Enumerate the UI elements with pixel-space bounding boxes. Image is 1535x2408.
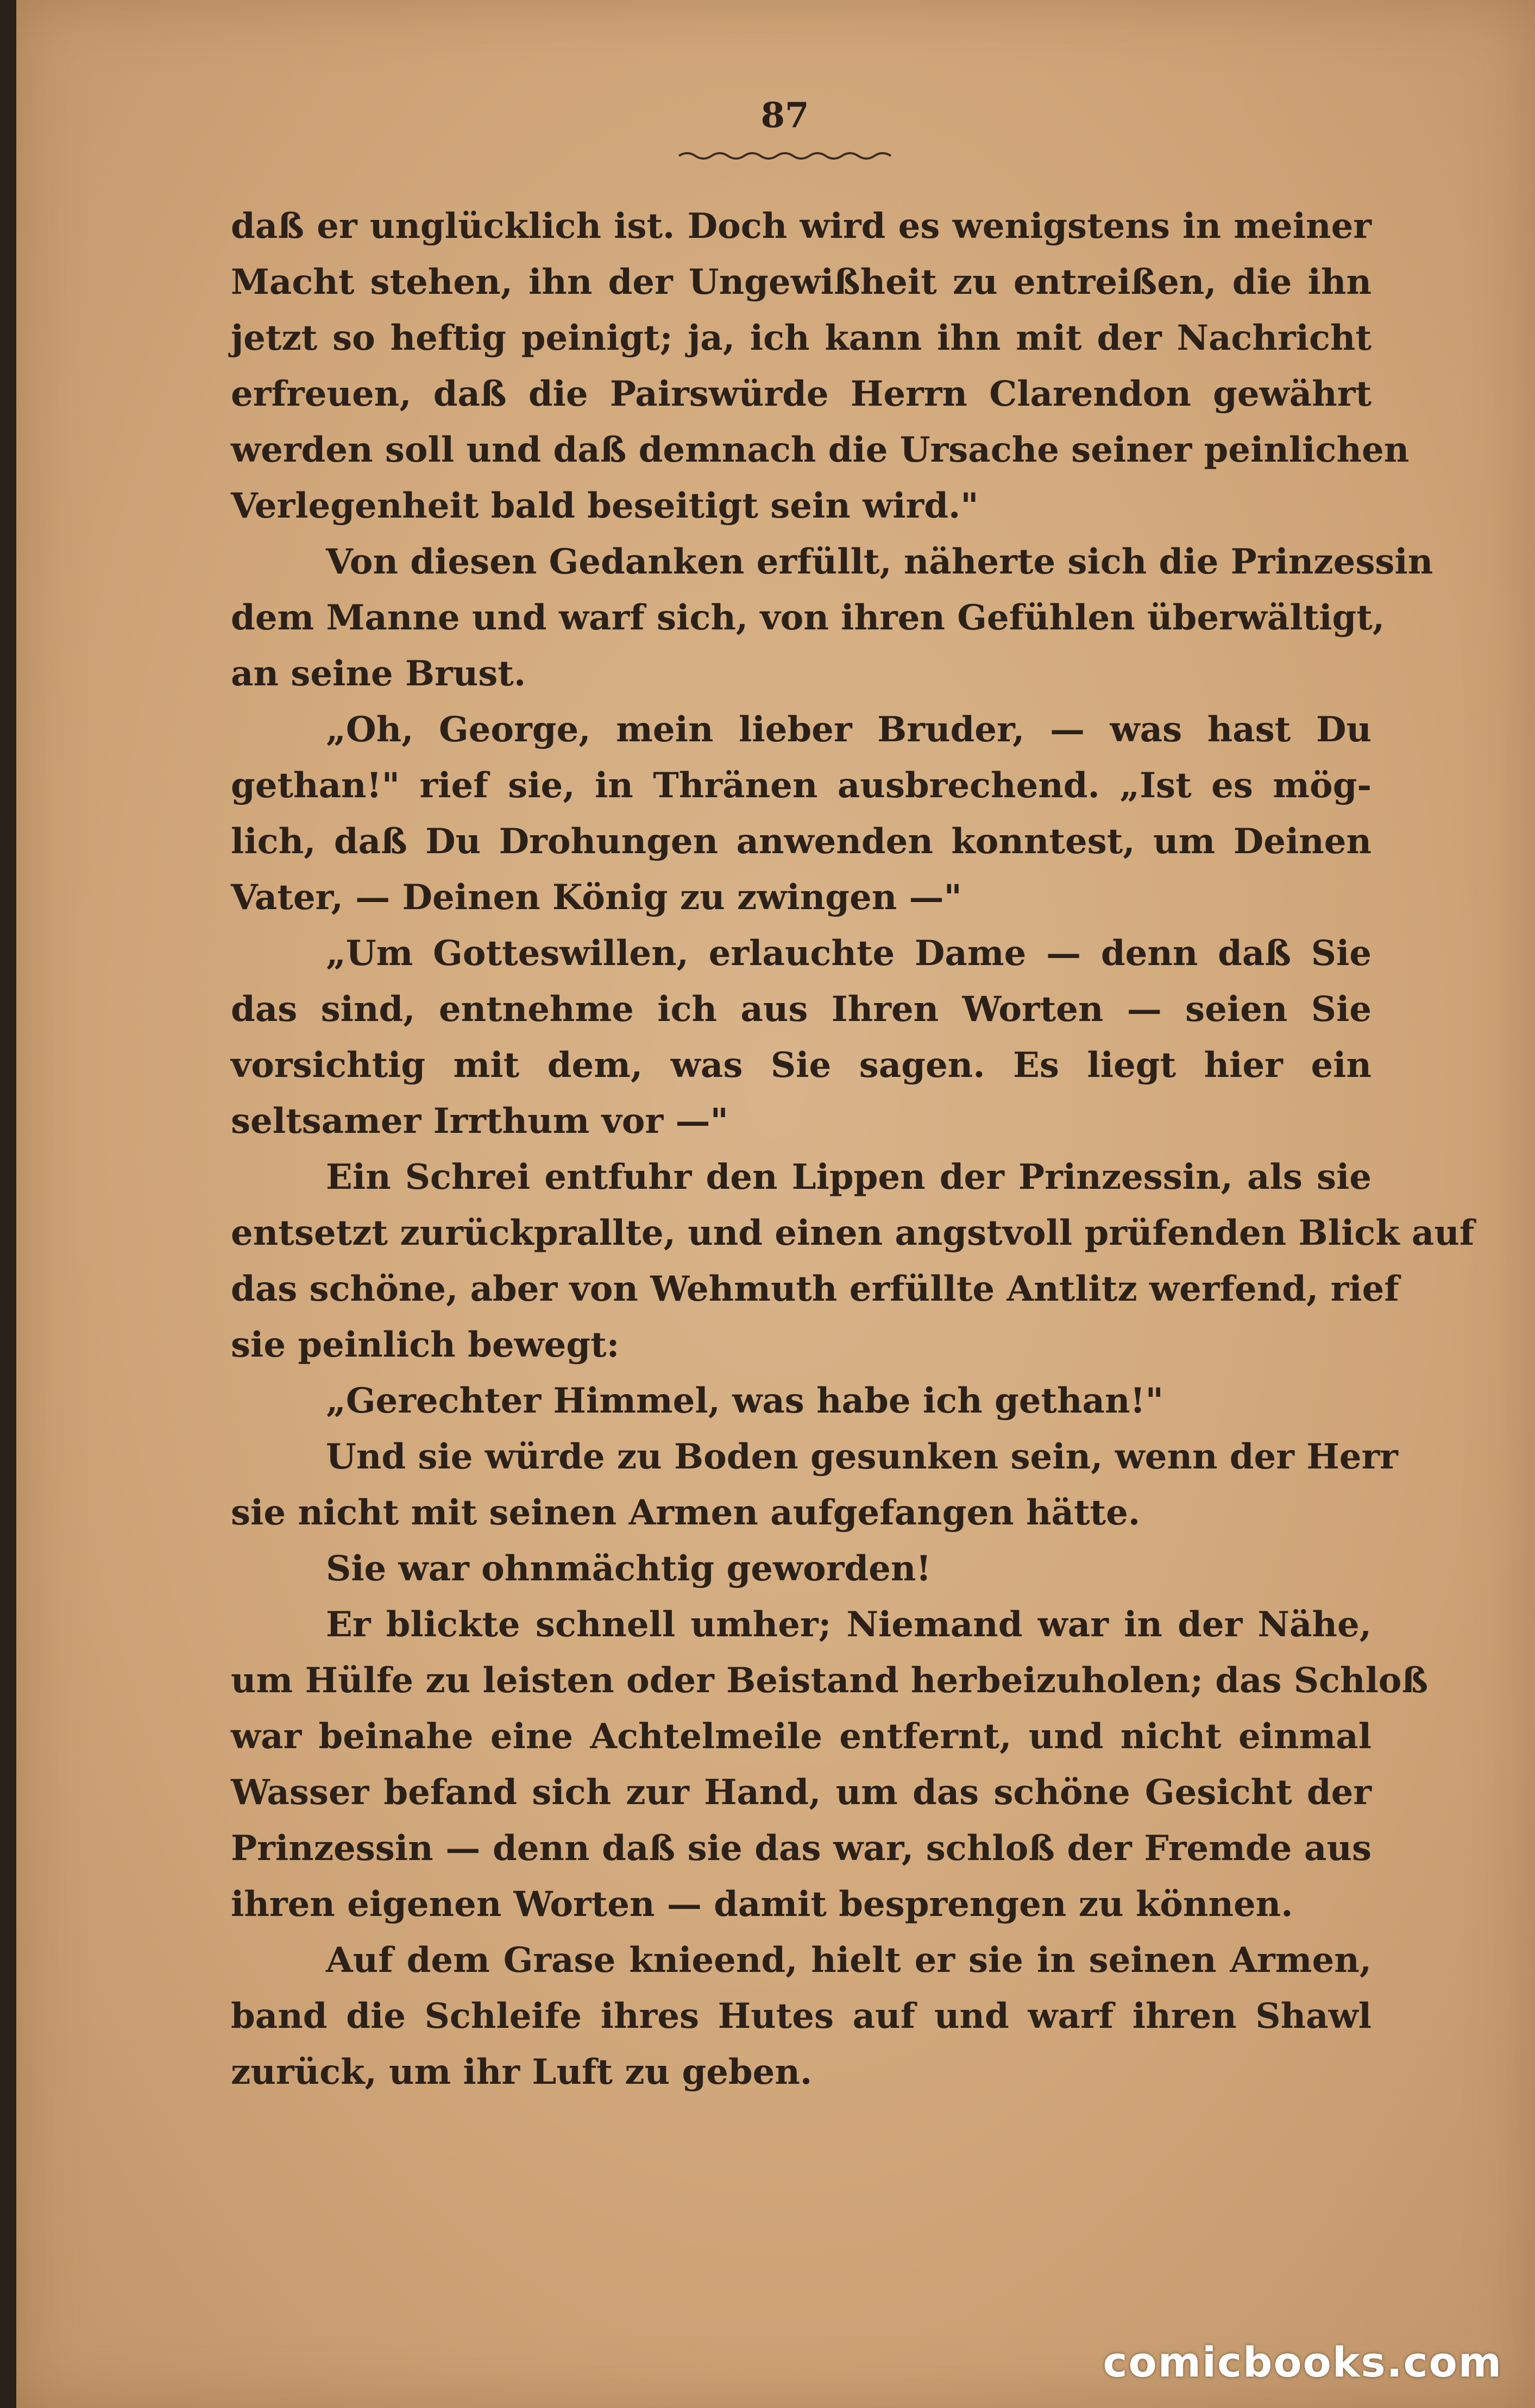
- text-line: ihren eigenen Worten — damit besprengen zu können.: [231, 1884, 1293, 1925]
- text-line: um Hülfe zu leisten oder Beistand herbeizuholen; das Schloß: [231, 1660, 1429, 1701]
- book-page: [16, 0, 1535, 2408]
- text-line: „Gerechter Himmel, was habe ich gethan!": [326, 1380, 1163, 1421]
- text-line: Prinzessin — denn daß sie das war, schloß der Fremde aus: [231, 1828, 1372, 1869]
- page-number: 87: [760, 95, 809, 136]
- text-line: das sind, entnehme ich aus Ihren Worten — seien Sie: [231, 989, 1372, 1030]
- text-line: erfreuen, daß die Pairswürde Herrn Clarendon gewährt: [231, 374, 1372, 414]
- text-line: Ein Schrei entfuhr den Lippen der Prinzessin, als sie: [326, 1157, 1372, 1197]
- text-line: zurück, um ihr Luft zu geben.: [231, 2052, 813, 2092]
- text-line: lich, daß Du Drohungen anwenden konntest, um Deinen: [231, 821, 1372, 862]
- text-line: dem Manne und warf sich, von ihren Gefühlen überwältigt,: [231, 597, 1385, 638]
- body-text: [231, 198, 1475, 2100]
- text-line: war beinahe eine Achtelmeile entfernt, und nicht einmal: [231, 1716, 1372, 1757]
- text-line: Vater, — Deinen König zu zwingen —": [231, 877, 962, 918]
- text-line: sie nicht mit seinen Armen aufgefangen hätte.: [231, 1492, 1141, 1533]
- text-line: entsetzt zurückprallte, und einen angstvoll prüfenden Blick auf: [231, 1213, 1475, 1253]
- text-line: band die Schleife ihres Hutes auf und warf ihren Shawl: [231, 1996, 1372, 2037]
- text-line: Von diesen Gedanken erfüllt, näherte sich die Prinzessin: [326, 541, 1433, 582]
- text-line: Verlegenheit bald beseitigt sein wird.": [231, 486, 979, 526]
- ornament-divider: [674, 144, 902, 166]
- text-line: Macht stehen, ihn der Ungewißheit zu entreißen, die ihn: [231, 262, 1372, 302]
- text-line: jetzt so heftig peinigt; ja, ich kann ihn mit der Nachricht: [231, 318, 1372, 358]
- text-line: sie peinlich bewegt:: [231, 1325, 620, 1365]
- text-line: Er blickte schnell umher; Niemand war in der Nähe,: [326, 1604, 1372, 1645]
- text-line: seltsamer Irrthum vor —": [231, 1101, 728, 1142]
- watermark-logo: comicbooks.com: [1103, 2338, 1502, 2386]
- text-line: „Um Gotteswillen, erlauchte Dame — denn daß Sie: [326, 933, 1372, 974]
- text-line: vorsichtig mit dem, was Sie sagen. Es liegt hier ein: [231, 1045, 1372, 1086]
- text-line: an seine Brust.: [231, 653, 526, 694]
- text-line: daß er unglücklich ist. Doch wird es wenigstens in meiner: [231, 206, 1372, 247]
- text-line: Auf dem Grase knieend, hielt er sie in seinen Armen,: [326, 1940, 1372, 1981]
- text-line: Wasser befand sich zur Hand, um das schöne Gesicht der: [231, 1772, 1372, 1813]
- text-line: werden soll und daß demnach die Ursache seiner peinlichen: [231, 430, 1410, 470]
- text-line: das schöne, aber von Wehmuth erfüllte Antlitz werfend, rief: [231, 1269, 1399, 1309]
- text-line: Sie war ohnmächtig geworden!: [326, 1548, 932, 1589]
- text-line: Und sie würde zu Boden gesunken sein, wenn der Herr: [326, 1436, 1398, 1477]
- text-line: gethan!" rief sie, in Thränen ausbrechend. „Ist es mög-: [231, 765, 1372, 806]
- text-line: „Oh, George, mein lieber Bruder, — was hast Du: [326, 709, 1372, 750]
